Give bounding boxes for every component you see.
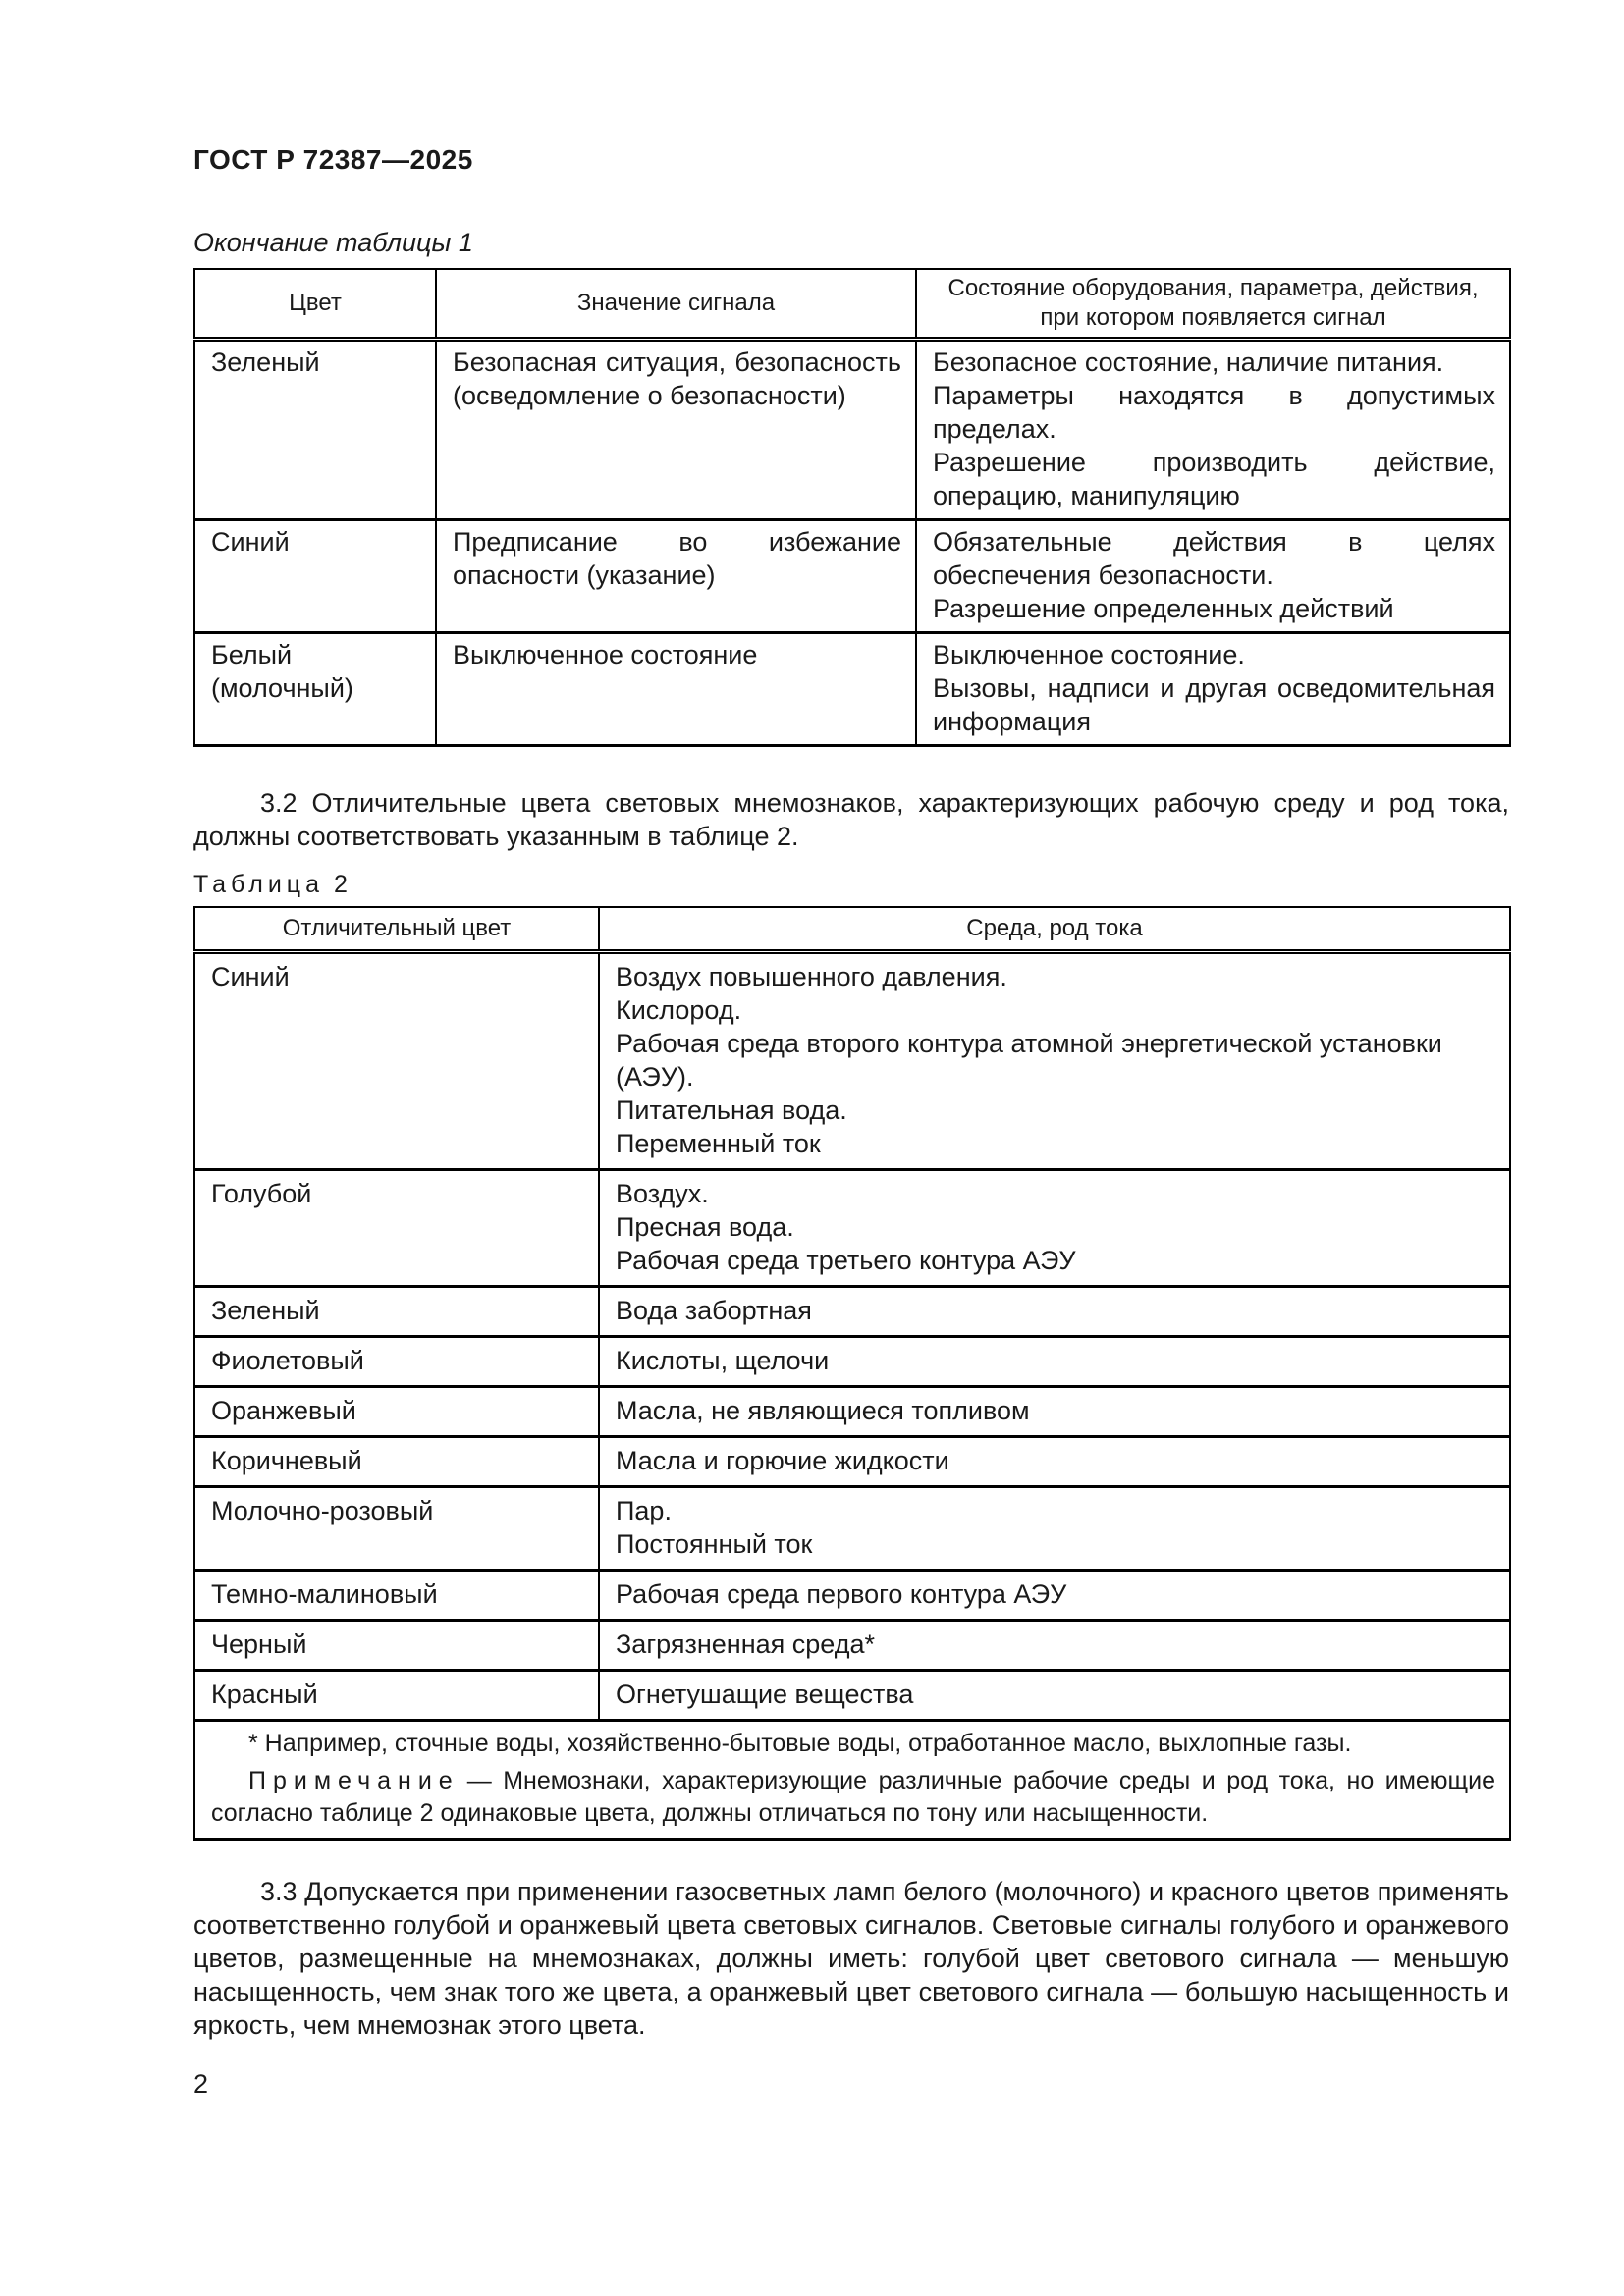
footnote-note-label: Примечание xyxy=(248,1766,460,1794)
signal-state-cell: Обязательные действия в целях обеспечения безопасности. Разрешение определенных действий xyxy=(916,520,1510,633)
table2-header-color: Отличительный цвет xyxy=(194,907,599,951)
page-number: 2 xyxy=(193,2069,209,2099)
distinctive-color-cell: Синий xyxy=(194,951,599,1169)
table-1 xyxy=(193,268,1511,747)
media-current-cell: Масла и горючие жидкости xyxy=(599,1436,1510,1486)
table2-row xyxy=(194,1570,1510,1620)
table1-row xyxy=(194,340,1510,520)
distinctive-color-cell: Черный xyxy=(194,1620,599,1670)
table1-header-meaning: Значение сигнала xyxy=(436,269,916,340)
signal-color-cell: Зеленый xyxy=(194,340,436,520)
distinctive-color-cell: Оранжевый xyxy=(194,1386,599,1436)
table2-header-media: Среда, род тока xyxy=(599,907,1510,951)
table2-caption-label: Таблица xyxy=(193,871,325,898)
table2-row xyxy=(194,1436,1510,1486)
table2-row xyxy=(194,1620,1510,1670)
media-current-cell: Пар. Постоянный ток xyxy=(599,1486,1510,1570)
table1-body xyxy=(194,340,1510,746)
doc-number: ГОСТ Р 72387—2025 xyxy=(193,144,473,175)
signal-color-cell: Синий xyxy=(194,520,436,633)
table2-row xyxy=(194,1169,1510,1286)
media-current-cell: Воздух. Пресная вода. Рабочая среда третьего контура АЭУ xyxy=(599,1169,1510,1286)
media-current-cell: Масла, не являющиеся топливом xyxy=(599,1386,1510,1436)
table2-caption-number: 2 xyxy=(334,871,348,898)
signal-state-cell: Безопасное состояние, наличие питания. Параметры находятся в допустимых пределах. Разрешение производить действие, операцию, манипуляцию xyxy=(916,340,1510,520)
distinctive-color-cell: Голубой xyxy=(194,1169,599,1286)
table-2 xyxy=(193,906,1511,1841)
table1-header xyxy=(194,269,1510,340)
table1-header-state: Состояние оборудования, параметра, действия, при котором появляется сигнал xyxy=(916,269,1510,340)
distinctive-color-cell: Темно-малиновый xyxy=(194,1570,599,1620)
distinctive-color-cell: Зеленый xyxy=(194,1286,599,1336)
section-3-2-paragraph: 3.2 Отличительные цвета световых мнемознаков, характеризующих рабочую среду и род тока, должны соответствовать указанным в таблице 2. xyxy=(193,788,1509,851)
signal-color-cell: Белый (молочный) xyxy=(194,633,436,746)
media-current-cell: Воздух повышенного давления. Кислород. Рабочая среда второго контура атомной энергетической установки (АЭУ). Питательная вода. Переменный ток xyxy=(599,951,1510,1169)
table2-row xyxy=(194,951,1510,1169)
signal-state-cell: Выключенное состояние. Вызовы, надписи и другая осведомительная информация xyxy=(916,633,1510,746)
footnote-example: * Например, сточные воды, хозяйственно-бытовые воды, отработанное масло, выхлопные газы. xyxy=(248,1729,1352,1757)
table2-footnote-section xyxy=(194,1720,1510,1839)
distinctive-color-cell: Коричневый xyxy=(194,1436,599,1486)
distinctive-color-cell: Красный xyxy=(194,1670,599,1720)
table2-row xyxy=(194,1336,1510,1386)
signal-meaning-cell: Выключенное состояние xyxy=(436,633,916,746)
table2-row xyxy=(194,1286,1510,1336)
table2-caption xyxy=(193,869,1509,900)
table2-footnote-row xyxy=(194,1720,1510,1839)
page-content xyxy=(193,143,1509,2042)
table1-header-color: Цвет xyxy=(194,269,436,340)
footnote-note-text: — Мнемознаки, характеризующие различные рабочие среды и род тока, но имеющие согласно таблице 2 одинаковые цвета, должны отличаться по тону или насыщенности. xyxy=(211,1766,1495,1827)
distinctive-color-cell: Фиолетовый xyxy=(194,1336,599,1386)
media-current-cell: Вода забортная xyxy=(599,1286,1510,1336)
distinctive-color-cell: Молочно-розовый xyxy=(194,1486,599,1570)
table2-footnote-cell xyxy=(194,1720,1510,1839)
signal-meaning-cell: Предписание во избежание опасности (указание) xyxy=(436,520,916,633)
media-current-cell: Кислоты, щелочи xyxy=(599,1336,1510,1386)
media-current-cell: Огнетушащие вещества xyxy=(599,1670,1510,1720)
table2-row xyxy=(194,1486,1510,1570)
table1-row xyxy=(194,633,1510,746)
media-current-cell: Рабочая среда первого контура АЭУ xyxy=(599,1570,1510,1620)
table1-caption: Окончание таблицы 1 xyxy=(193,228,473,257)
section-3-3-paragraph: 3.3 Допускается при применении газосветных ламп белого (молочного) и красного цветов применять соответственно голубой и оранжевый цвета световых сигналов. Световые сигналы голубого и оранжевого цветов, размещенные на мнемознаках, должны иметь: голубой цвет светового сигнала — меньшую насыщенность, чем знак того же цвета, а оранжевый цвет светового сигнала — большую насыщенность и яркость, чем мнемознак этого цвета. xyxy=(193,1876,1509,2040)
table2-header xyxy=(194,907,1510,951)
table2-row xyxy=(194,1386,1510,1436)
table1-row xyxy=(194,520,1510,633)
signal-meaning-cell: Безопасная ситуация, безопасность (осведомление о безопасности) xyxy=(436,340,916,520)
table2-body xyxy=(194,951,1510,1720)
footnote-note xyxy=(211,1765,1495,1830)
media-current-cell: Загрязненная среда* xyxy=(599,1620,1510,1670)
table2-row xyxy=(194,1670,1510,1720)
